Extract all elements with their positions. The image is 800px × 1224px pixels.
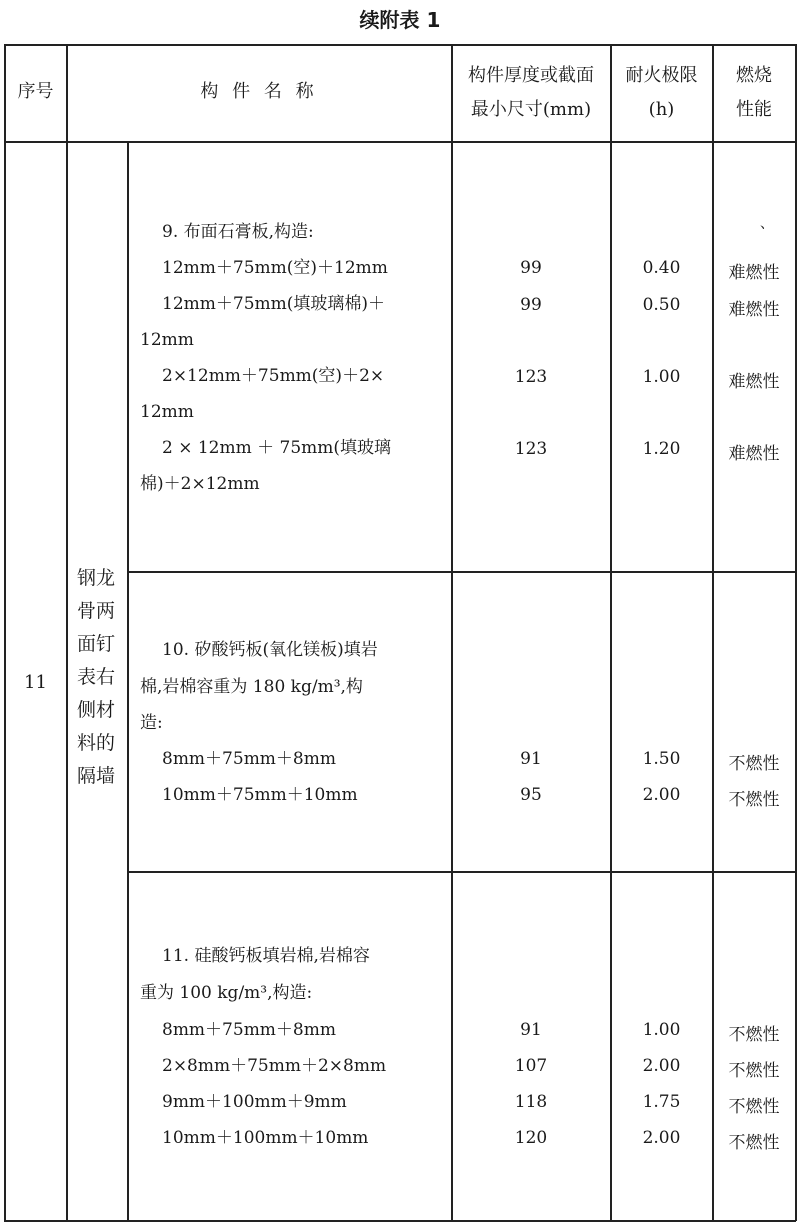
group11-line: 10mm＋100mm＋10mm: [162, 1128, 369, 1148]
category-line: 钢龙: [76, 567, 115, 589]
category-line: 料的: [76, 732, 115, 754]
col-divider-category: [127, 141, 129, 1221]
group11-size: 118: [514, 1092, 548, 1112]
group10-heading: 棉,岩棉容重为 180 kg/m³,构: [140, 677, 363, 697]
group9-comb: 难燃性: [728, 372, 780, 392]
group11-line: 8mm＋75mm＋8mm: [162, 1020, 336, 1040]
group11-fire: 2.00: [642, 1128, 681, 1148]
group11-comb: 不燃性: [728, 1061, 780, 1081]
group9-fire: 0.50: [642, 295, 681, 315]
group9-fire: 1.00: [642, 367, 681, 387]
col-divider-name: [451, 44, 453, 1221]
group9-comb: 难燃性: [728, 263, 780, 283]
group9-size: 99: [520, 258, 542, 278]
group11-comb: 不燃性: [728, 1133, 780, 1153]
group9-line: 12mm＋75mm(填玻璃棉)＋: [162, 294, 386, 314]
group11-line: 2×8mm＋75mm＋2×8mm: [162, 1056, 387, 1076]
category-line: 表右: [76, 666, 115, 688]
group-divider-9-10: [127, 571, 796, 573]
table-bottom-border: [4, 1220, 796, 1222]
group9-fire: 1.20: [642, 439, 681, 459]
group11-heading: 11. 硅酸钙板填岩棉,岩棉容: [162, 946, 370, 966]
header-comb-line2: 性能: [736, 99, 772, 120]
group9-size: 123: [514, 439, 548, 459]
group11-comb: 不燃性: [728, 1097, 780, 1117]
group11-fire: 2.00: [642, 1056, 681, 1076]
header-divider: [4, 141, 796, 143]
row-category: [74, 562, 118, 793]
header-seq: 序号: [17, 81, 54, 102]
category-line: 隔墙: [76, 765, 115, 787]
stray-mark: 、: [760, 216, 774, 232]
group9-line: 12mm＋75mm(空)＋12mm: [162, 258, 388, 278]
group9-size: 99: [520, 295, 542, 315]
group10-line: 8mm＋75mm＋8mm: [162, 749, 336, 769]
group9-heading: 9. 布面石膏板,构造:: [162, 222, 314, 242]
group10-heading: 10. 矽酸钙板(氧化镁板)填岩: [162, 640, 378, 660]
group11-comb: 不燃性: [728, 1025, 780, 1045]
col-divider-size: [610, 44, 612, 1221]
group9-line: 2×12mm＋75mm(空)＋2×: [162, 366, 385, 386]
group11-fire: 1.00: [642, 1020, 681, 1040]
group9-line: 12mm: [140, 330, 194, 350]
group10-fire: 2.00: [642, 785, 681, 805]
page-title: 续附表 1: [359, 8, 441, 32]
col-divider-seq: [66, 44, 68, 1221]
group9-line: 棉)＋2×12mm: [140, 474, 260, 494]
header-size-line2: 最小尺寸(mm): [470, 99, 592, 120]
group9-comb: 难燃性: [728, 300, 780, 320]
header-fire-line1: 耐火极限: [625, 65, 698, 86]
table-right-border: [795, 44, 797, 1221]
header-comb-line1: 燃烧: [736, 65, 772, 86]
category-line: 面钉: [76, 633, 115, 655]
header-fire-line2: (h): [648, 99, 675, 120]
group9-line: 12mm: [140, 402, 194, 422]
table-left-border: [4, 44, 6, 1221]
table-top-border: [4, 44, 796, 46]
group10-heading: 造:: [140, 713, 163, 733]
group-divider-10-11: [127, 871, 796, 873]
group9-fire: 0.40: [642, 258, 681, 278]
group9-size: 123: [514, 367, 548, 387]
group10-comb: 不燃性: [728, 790, 780, 810]
group10-size: 95: [520, 785, 542, 805]
group11-heading: 重为 100 kg/m³,构造:: [140, 983, 313, 1003]
group11-size: 91: [520, 1020, 542, 1040]
group11-fire: 1.75: [642, 1092, 681, 1112]
group11-line: 9mm＋100mm＋9mm: [162, 1092, 347, 1112]
group9-comb: 难燃性: [728, 444, 780, 464]
group10-line: 10mm＋75mm＋10mm: [162, 785, 358, 805]
category-line: 侧材: [76, 699, 115, 721]
group10-size: 91: [520, 749, 542, 769]
header-name: 构 件 名 称: [200, 81, 318, 102]
row-seq-number: 11: [24, 672, 47, 693]
header-size-line1: 构件厚度或截面: [468, 65, 594, 86]
group10-fire: 1.50: [642, 749, 681, 769]
group11-size: 120: [514, 1128, 548, 1148]
category-line: 骨两: [76, 600, 115, 622]
group9-line: 2 × 12mm ＋ 75mm(填玻璃: [162, 438, 392, 458]
group10-comb: 不燃性: [728, 754, 780, 774]
group11-size: 107: [514, 1056, 548, 1076]
